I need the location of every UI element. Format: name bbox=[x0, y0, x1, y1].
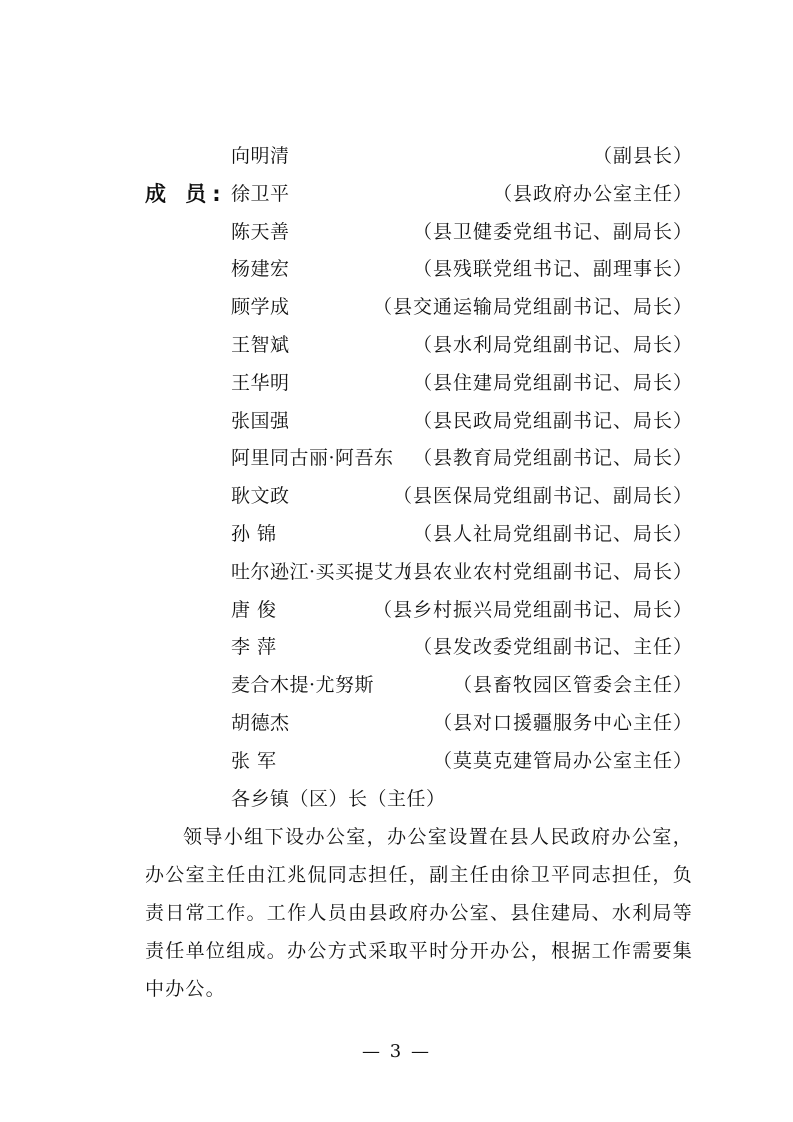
member-list bbox=[0, 138, 793, 818]
member-row bbox=[0, 138, 793, 176]
member-name: 王华明 bbox=[231, 371, 290, 394]
member-name: 各乡镇（区）长（主任） bbox=[231, 787, 446, 810]
member-row bbox=[0, 705, 793, 743]
member-name: 耿文政 bbox=[231, 485, 290, 508]
member-row bbox=[0, 440, 793, 478]
member-name: 胡德杰 bbox=[231, 711, 290, 734]
member-title: （县农业农村党组副书记、局长） bbox=[392, 560, 693, 583]
member-name: 孙 锦 bbox=[231, 522, 277, 545]
member-row bbox=[0, 403, 793, 441]
member-row bbox=[0, 289, 793, 327]
member-row bbox=[0, 214, 793, 252]
member-title: （莫莫克建管局办公室主任） bbox=[432, 749, 693, 772]
member-title: （县医保局党组副书记、副局长） bbox=[392, 485, 693, 508]
member-title: （县住建局党组副书记、局长） bbox=[412, 371, 693, 394]
member-name: 唐 俊 bbox=[231, 598, 277, 621]
member-row bbox=[0, 327, 793, 365]
member-title: （县政府办公室主任） bbox=[492, 182, 693, 205]
member-title: （县残联党组书记、副理事长） bbox=[412, 258, 693, 281]
member-title: （副县长） bbox=[592, 145, 693, 167]
member-row bbox=[0, 365, 793, 403]
member-name: 吐尔逊江·买买提艾力 bbox=[231, 560, 414, 583]
member-title: （县民政局党组副书记、局长） bbox=[412, 409, 693, 432]
member-name: 王智斌 bbox=[231, 333, 290, 356]
member-row bbox=[0, 629, 793, 667]
member-title: （县发改委党组副书记、主任） bbox=[412, 636, 693, 659]
member-title: （县人社局党组副书记、局长） bbox=[412, 522, 693, 545]
member-row bbox=[0, 251, 793, 289]
member-title: （县教育局党组副书记、局长） bbox=[412, 447, 693, 470]
member-row bbox=[0, 781, 793, 819]
member-row bbox=[0, 667, 793, 705]
member-name: 张 军 bbox=[231, 749, 277, 772]
member-name: 阿里同古丽·阿吾东 bbox=[231, 447, 394, 470]
member-name: 麦合木提·尤努斯 bbox=[231, 674, 375, 697]
role-label: 成 员: bbox=[145, 181, 227, 206]
member-title: （县对口援疆服务中心主任） bbox=[432, 711, 693, 734]
office-paragraph: 领导小组下设办公室，办公室设置在县人民政府办公室，办公室主任由江兆侃同志担任，副主任由徐卫平同志担任，负责日常工作。工作人员由县政府办公室、县住建局、水利局等责任单位组成。办公方式采取平时分开办公，根据工作需要集中办公。 bbox=[145, 826, 693, 1000]
page-number: — 3 — bbox=[362, 1041, 431, 1062]
member-name: 李 萍 bbox=[231, 636, 277, 659]
member-row bbox=[0, 743, 793, 781]
member-title: （县畜牧园区管委会主任） bbox=[452, 674, 693, 697]
member-row bbox=[0, 592, 793, 630]
member-title: （县水利局党组副书记、局长） bbox=[412, 333, 693, 356]
member-row bbox=[0, 516, 793, 554]
member-name: 陈天善 bbox=[231, 220, 290, 243]
member-row bbox=[0, 478, 793, 516]
member-name: 杨建宏 bbox=[231, 258, 290, 281]
member-title: （县乡村振兴局党组副书记、局长） bbox=[372, 598, 693, 621]
member-title: （县交通运输局党组副书记、局长） bbox=[372, 296, 693, 319]
member-name: 顾学成 bbox=[231, 296, 290, 319]
member-name: 向明清 bbox=[231, 145, 290, 167]
member-name: 张国强 bbox=[231, 409, 290, 432]
member-title: （县卫健委党组书记、副局长） bbox=[412, 220, 693, 243]
member-row bbox=[0, 554, 793, 592]
member-row bbox=[0, 176, 793, 214]
member-name: 徐卫平 bbox=[231, 182, 290, 205]
